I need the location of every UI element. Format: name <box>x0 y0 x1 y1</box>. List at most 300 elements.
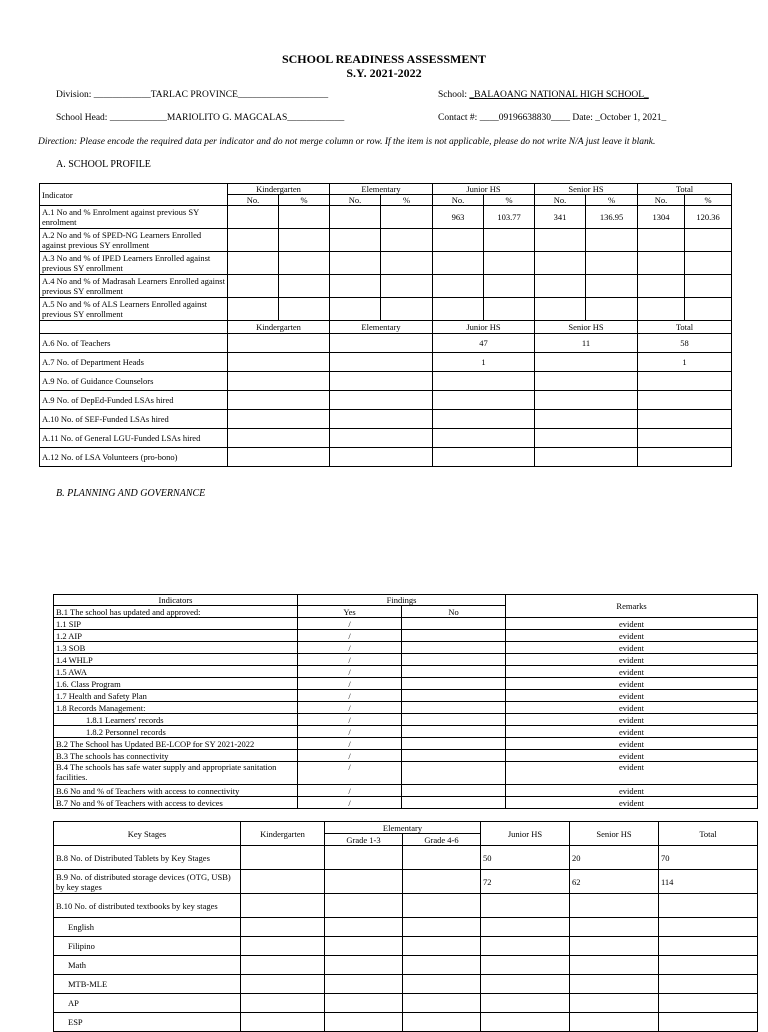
remarks-cell: evident <box>506 738 758 750</box>
division-line <box>56 90 328 100</box>
no-header: No. <box>330 195 381 206</box>
data-cell <box>228 410 330 429</box>
data-cell <box>659 918 758 937</box>
data-cell: 120.36 <box>685 206 732 229</box>
data-cell <box>279 206 330 229</box>
no-cell <box>402 797 506 809</box>
indicator-label: 1.6. Class Program <box>54 678 298 690</box>
data-cell <box>330 410 433 429</box>
data-cell <box>228 206 279 229</box>
table-row <box>40 252 732 275</box>
table-row <box>54 975 758 994</box>
indicator-label: B.4 The schools has safe water supply and appropriate sanitation facilities. <box>54 762 298 785</box>
table-row <box>40 229 732 252</box>
data-cell <box>638 391 732 410</box>
indicator-label: 1.8 Records Management: <box>54 702 298 714</box>
data-cell <box>481 894 570 918</box>
data-cell <box>241 894 325 918</box>
group-header: Kindergarten <box>228 321 330 334</box>
data-cell <box>228 429 330 448</box>
table-row <box>54 618 758 630</box>
pct-header: % <box>484 195 535 206</box>
data-cell <box>241 918 325 937</box>
data-cell <box>685 252 732 275</box>
indicator-label: A.12 No. of LSA Volunteers (pro-bono) <box>40 448 228 467</box>
indicator-label: 1.2 AIP <box>54 630 298 642</box>
data-cell <box>484 252 535 275</box>
data-cell <box>481 975 570 994</box>
header-row <box>40 184 732 195</box>
data-cell <box>535 391 638 410</box>
yes-cell: / <box>298 690 402 702</box>
school-profile-table <box>39 183 732 467</box>
indicator-label: 1.1 SIP <box>54 618 298 630</box>
no-header: No. <box>638 195 685 206</box>
data-cell <box>433 391 535 410</box>
remarks-cell: evident <box>506 785 758 797</box>
data-cell <box>241 937 325 956</box>
data-cell: 963 <box>433 206 484 229</box>
no-header: No. <box>535 195 586 206</box>
pct-header: % <box>381 195 433 206</box>
header-row <box>54 822 758 834</box>
data-cell <box>228 353 330 372</box>
contact-label: Contact #: <box>438 113 478 123</box>
data-cell <box>433 298 484 321</box>
date-value: _October 1, 2021_ <box>595 113 667 123</box>
data-cell <box>433 252 484 275</box>
data-cell: 62 <box>570 870 659 894</box>
data-cell <box>659 975 758 994</box>
table-row <box>40 429 732 448</box>
data-cell <box>535 229 586 252</box>
table-row <box>54 750 758 762</box>
group-header: Senior HS <box>535 184 638 195</box>
no-cell <box>402 678 506 690</box>
group-header: Kindergarten <box>228 184 330 195</box>
group-header-row <box>40 321 732 334</box>
table-row <box>54 870 758 894</box>
indicator-label: B.7 No and % of Teachers with access to devices <box>54 797 298 809</box>
data-cell <box>638 275 685 298</box>
pct-header: % <box>279 195 330 206</box>
data-cell <box>535 448 638 467</box>
indicator-label: A.7 No. of Department Heads <box>40 353 228 372</box>
table-row <box>54 937 758 956</box>
remarks-cell: evident <box>506 678 758 690</box>
data-cell <box>325 894 403 918</box>
yes-cell: / <box>298 762 402 785</box>
data-cell <box>586 252 638 275</box>
group-header: Elementary <box>330 184 433 195</box>
yes-cell: / <box>298 726 402 738</box>
no-cell <box>402 702 506 714</box>
no-header: No. <box>228 195 279 206</box>
group-header: Junior HS <box>433 321 535 334</box>
data-cell <box>325 956 403 975</box>
data-cell <box>433 448 535 467</box>
data-cell <box>228 275 279 298</box>
table-row <box>40 353 732 372</box>
data-cell <box>586 229 638 252</box>
remarks-cell: evident <box>506 630 758 642</box>
indicator-label: A.6 No. of Teachers <box>40 334 228 353</box>
no-cell <box>402 738 506 750</box>
data-cell <box>586 275 638 298</box>
data-cell <box>241 975 325 994</box>
yes-cell: / <box>298 702 402 714</box>
data-cell <box>228 298 279 321</box>
findings-header: Findings <box>298 595 506 606</box>
indicator-label: A.3 No and % of IPED Learners Enrolled against previous SY enrollment <box>40 252 228 275</box>
table-row <box>54 785 758 797</box>
yes-cell: / <box>298 618 402 630</box>
data-cell <box>638 229 685 252</box>
remarks-cell: evident <box>506 690 758 702</box>
no-cell <box>402 618 506 630</box>
division-value: ____________TARLAC PROVINCE___________________ <box>93 90 329 100</box>
data-cell <box>659 994 758 1013</box>
data-cell <box>403 894 481 918</box>
data-cell <box>279 252 330 275</box>
remarks-cell: evident <box>506 666 758 678</box>
data-cell <box>330 206 381 229</box>
data-cell <box>330 298 381 321</box>
yes-cell: / <box>298 654 402 666</box>
kinder-header: Kindergarten <box>241 822 325 846</box>
key-stage-label: ESP <box>54 1013 241 1032</box>
data-cell <box>403 937 481 956</box>
yes-cell: / <box>298 630 402 642</box>
data-cell <box>570 937 659 956</box>
data-cell <box>381 206 433 229</box>
indicator-label: A.4 No and % of Madrasah Learners Enrolled against previous SY enrollment <box>40 275 228 298</box>
data-cell <box>638 372 732 391</box>
yes-header: Yes <box>298 606 402 618</box>
indicator-label: B.1 The school has updated and approved: <box>54 606 298 618</box>
data-cell <box>403 956 481 975</box>
data-cell <box>381 229 433 252</box>
indicators-header: Indicators <box>54 595 298 606</box>
data-cell <box>330 334 433 353</box>
table-row <box>54 654 758 666</box>
data-cell: 341 <box>535 206 586 229</box>
remarks-cell: evident <box>506 618 758 630</box>
data-cell <box>381 298 433 321</box>
data-cell <box>403 870 481 894</box>
data-cell: 1304 <box>638 206 685 229</box>
indicator-header: Indicator <box>40 184 228 206</box>
table-row <box>40 275 732 298</box>
table-row <box>54 994 758 1013</box>
no-cell <box>402 726 506 738</box>
date-label: Date: <box>572 113 593 123</box>
section-b-heading: B. PLANNING AND GOVERNANCE <box>56 488 206 499</box>
indicator-label: A.11 No. of General LGU-Funded LSAs hired <box>40 429 228 448</box>
data-cell <box>638 448 732 467</box>
data-cell <box>325 937 403 956</box>
key-stage-label: Filipino <box>54 937 241 956</box>
key-stage-label: English <box>54 918 241 937</box>
data-cell <box>228 334 330 353</box>
contact-value: ____09196638830____ <box>479 113 570 123</box>
no-cell <box>402 750 506 762</box>
section-a-heading: A. SCHOOL PROFILE <box>56 159 151 170</box>
table-row <box>54 894 758 918</box>
indicator-label: B.2 The School has Updated BE-LCOP for SY 2021-2022 <box>54 738 298 750</box>
direction-text: Direction: Please encode the required data per indicator and do not merge column or row. If the item is not applicable, please do not write N/A just leave it blank. <box>38 137 656 147</box>
table-row <box>54 762 758 785</box>
data-cell <box>403 918 481 937</box>
data-cell <box>381 275 433 298</box>
table-row <box>40 448 732 467</box>
table-row <box>40 391 732 410</box>
data-cell: 72 <box>481 870 570 894</box>
no-cell <box>402 654 506 666</box>
yes-cell: / <box>298 750 402 762</box>
no-cell <box>402 714 506 726</box>
key-stage-label: B.10 No. of distributed textbooks by key stages <box>54 894 241 918</box>
data-cell <box>535 275 586 298</box>
data-cell <box>481 918 570 937</box>
remarks-cell: evident <box>506 642 758 654</box>
data-cell <box>481 1013 570 1032</box>
remarks-cell: evident <box>506 714 758 726</box>
school-value: _BALAOANG NATIONAL HIGH SCHOOL_ <box>469 90 649 100</box>
table-row <box>54 846 758 870</box>
doc-title: SCHOOL READINESS ASSESSMENT <box>281 52 487 66</box>
data-cell: 50 <box>481 846 570 870</box>
key-stage-label: B.9 No. of distributed storage devices (OTG, USB) by key stages <box>54 870 241 894</box>
data-cell <box>403 846 481 870</box>
data-cell <box>330 391 433 410</box>
data-cell <box>325 1013 403 1032</box>
indicator-label: A.1 No and % Enrolment against previous SY enrolment <box>40 206 228 229</box>
table-row <box>40 206 732 229</box>
yes-cell: / <box>298 738 402 750</box>
data-cell <box>228 229 279 252</box>
indicator-label: 1.4 WHLP <box>54 654 298 666</box>
indicator-label: A.5 No and % of ALS Learners Enrolled against previous SY enrollment <box>40 298 228 321</box>
key-stage-label: Math <box>54 956 241 975</box>
school-head-line <box>56 113 344 123</box>
data-cell <box>403 994 481 1013</box>
data-cell <box>433 429 535 448</box>
data-cell: 1 <box>638 353 732 372</box>
group-header: Senior HS <box>535 321 638 334</box>
data-cell <box>228 391 330 410</box>
data-cell <box>535 372 638 391</box>
group-header: Total <box>638 321 732 334</box>
data-cell <box>535 298 586 321</box>
key-stage-label: MTB-MLE <box>54 975 241 994</box>
data-cell <box>685 275 732 298</box>
data-cell <box>481 994 570 1013</box>
pct-header: % <box>586 195 638 206</box>
data-cell <box>325 918 403 937</box>
key-stage-label: AP <box>54 994 241 1013</box>
indicator-label: A.9 No. of Guidance Counselors <box>40 372 228 391</box>
data-cell <box>685 229 732 252</box>
key-stages-table <box>53 821 758 1032</box>
data-cell <box>685 298 732 321</box>
data-cell <box>381 252 433 275</box>
indicator-label: 1.7 Health and Safety Plan <box>54 690 298 702</box>
indicator-label: 1.8.2 Personnel records <box>54 726 298 738</box>
data-cell <box>535 353 638 372</box>
head-label: School Head: <box>56 113 108 123</box>
jhs-header: Junior HS <box>481 822 570 846</box>
pct-header: % <box>685 195 732 206</box>
yes-cell: / <box>298 666 402 678</box>
data-cell <box>330 252 381 275</box>
data-cell <box>659 894 758 918</box>
data-cell <box>659 937 758 956</box>
data-cell <box>403 975 481 994</box>
indicator-label: B.3 The schools has connectivity <box>54 750 298 762</box>
key-stages-header: Key Stages <box>54 822 241 846</box>
table-row <box>54 714 758 726</box>
data-cell <box>325 975 403 994</box>
yes-cell: / <box>298 678 402 690</box>
data-cell <box>330 429 433 448</box>
table-row <box>54 956 758 975</box>
data-cell <box>279 298 330 321</box>
no-cell <box>402 642 506 654</box>
remarks-cell: evident <box>506 654 758 666</box>
data-cell <box>403 1013 481 1032</box>
data-cell: 20 <box>570 846 659 870</box>
data-cell <box>570 994 659 1013</box>
data-cell <box>330 229 381 252</box>
data-cell: 103.77 <box>484 206 535 229</box>
data-cell <box>570 975 659 994</box>
head-value: ____________MARIOLITO G. MAGCALAS____________ <box>109 113 345 123</box>
data-cell <box>570 894 659 918</box>
remarks-cell: evident <box>506 726 758 738</box>
yes-cell: / <box>298 642 402 654</box>
key-stage-label: B.8 No. of Distributed Tablets by Key Stages <box>54 846 241 870</box>
data-cell <box>433 372 535 391</box>
data-cell <box>330 353 433 372</box>
data-cell <box>228 372 330 391</box>
yes-cell: / <box>298 797 402 809</box>
data-cell <box>586 298 638 321</box>
data-cell <box>241 1013 325 1032</box>
table-row <box>54 797 758 809</box>
data-cell <box>570 918 659 937</box>
data-cell <box>433 275 484 298</box>
remarks-cell: evident <box>506 750 758 762</box>
grade-4-6-header: Grade 4-6 <box>403 834 481 846</box>
table-row <box>40 334 732 353</box>
shs-header: Senior HS <box>570 822 659 846</box>
remarks-cell: evident <box>506 762 758 785</box>
data-cell <box>638 429 732 448</box>
data-cell <box>570 956 659 975</box>
planning-governance-table <box>53 594 758 809</box>
table-row <box>40 410 732 429</box>
data-cell <box>659 1013 758 1032</box>
indicator-label: 1.3 SOB <box>54 642 298 654</box>
table-row <box>54 738 758 750</box>
school-line <box>438 90 649 100</box>
data-cell <box>638 298 685 321</box>
no-cell <box>402 666 506 678</box>
data-cell <box>638 410 732 429</box>
yes-cell: / <box>298 785 402 797</box>
data-cell <box>535 410 638 429</box>
indicator-label: 1.8.1 Learners' records <box>54 714 298 726</box>
remarks-cell: evident <box>506 797 758 809</box>
school-label: School: <box>438 90 468 100</box>
data-cell <box>535 429 638 448</box>
table-row <box>54 666 758 678</box>
table-row <box>54 918 758 937</box>
data-cell <box>279 229 330 252</box>
blank-cell <box>40 321 228 334</box>
remarks-cell: evident <box>506 702 758 714</box>
table-row <box>40 372 732 391</box>
table-row <box>54 1013 758 1032</box>
group-header: Elementary <box>330 321 433 334</box>
data-cell <box>241 994 325 1013</box>
table-row <box>54 678 758 690</box>
data-cell: 11 <box>535 334 638 353</box>
total-header: Total <box>659 822 758 846</box>
data-cell <box>279 275 330 298</box>
data-cell <box>433 410 535 429</box>
no-cell <box>402 690 506 702</box>
data-cell <box>241 870 325 894</box>
elementary-header: Elementary <box>325 822 481 834</box>
no-cell <box>402 785 506 797</box>
no-header: No <box>402 606 506 618</box>
group-header: Junior HS <box>433 184 535 195</box>
indicator-label: A.2 No and % of SPED-NG Learners Enrolled against previous SY enrollment <box>40 229 228 252</box>
data-cell: 70 <box>659 846 758 870</box>
indicator-label: 1.5 AWA <box>54 666 298 678</box>
data-cell: 47 <box>433 334 535 353</box>
table-row <box>54 690 758 702</box>
data-cell <box>484 298 535 321</box>
indicator-label: B.6 No and % of Teachers with access to connectivity <box>54 785 298 797</box>
yes-cell: / <box>298 714 402 726</box>
indicator-label: A.9 No. of DepEd-Funded LSAs hired <box>40 391 228 410</box>
division-label: Division: <box>56 90 92 100</box>
data-cell: 1 <box>433 353 535 372</box>
grade-1-3-header: Grade 1-3 <box>325 834 403 846</box>
data-cell <box>228 252 279 275</box>
data-cell <box>481 956 570 975</box>
header-row <box>54 595 758 606</box>
data-cell <box>535 252 586 275</box>
data-cell <box>241 846 325 870</box>
no-cell <box>402 762 506 785</box>
data-cell <box>325 870 403 894</box>
data-cell <box>659 956 758 975</box>
data-cell <box>325 846 403 870</box>
data-cell <box>570 1013 659 1032</box>
doc-subtitle: S.Y. 2021-2022 <box>346 66 422 80</box>
data-cell <box>484 275 535 298</box>
data-cell <box>228 448 330 467</box>
data-cell <box>241 956 325 975</box>
remarks-header: Remarks <box>506 595 758 618</box>
contact-line <box>438 113 666 123</box>
indicator-label: A.10 No. of SEF-Funded LSAs hired <box>40 410 228 429</box>
data-cell <box>433 229 484 252</box>
